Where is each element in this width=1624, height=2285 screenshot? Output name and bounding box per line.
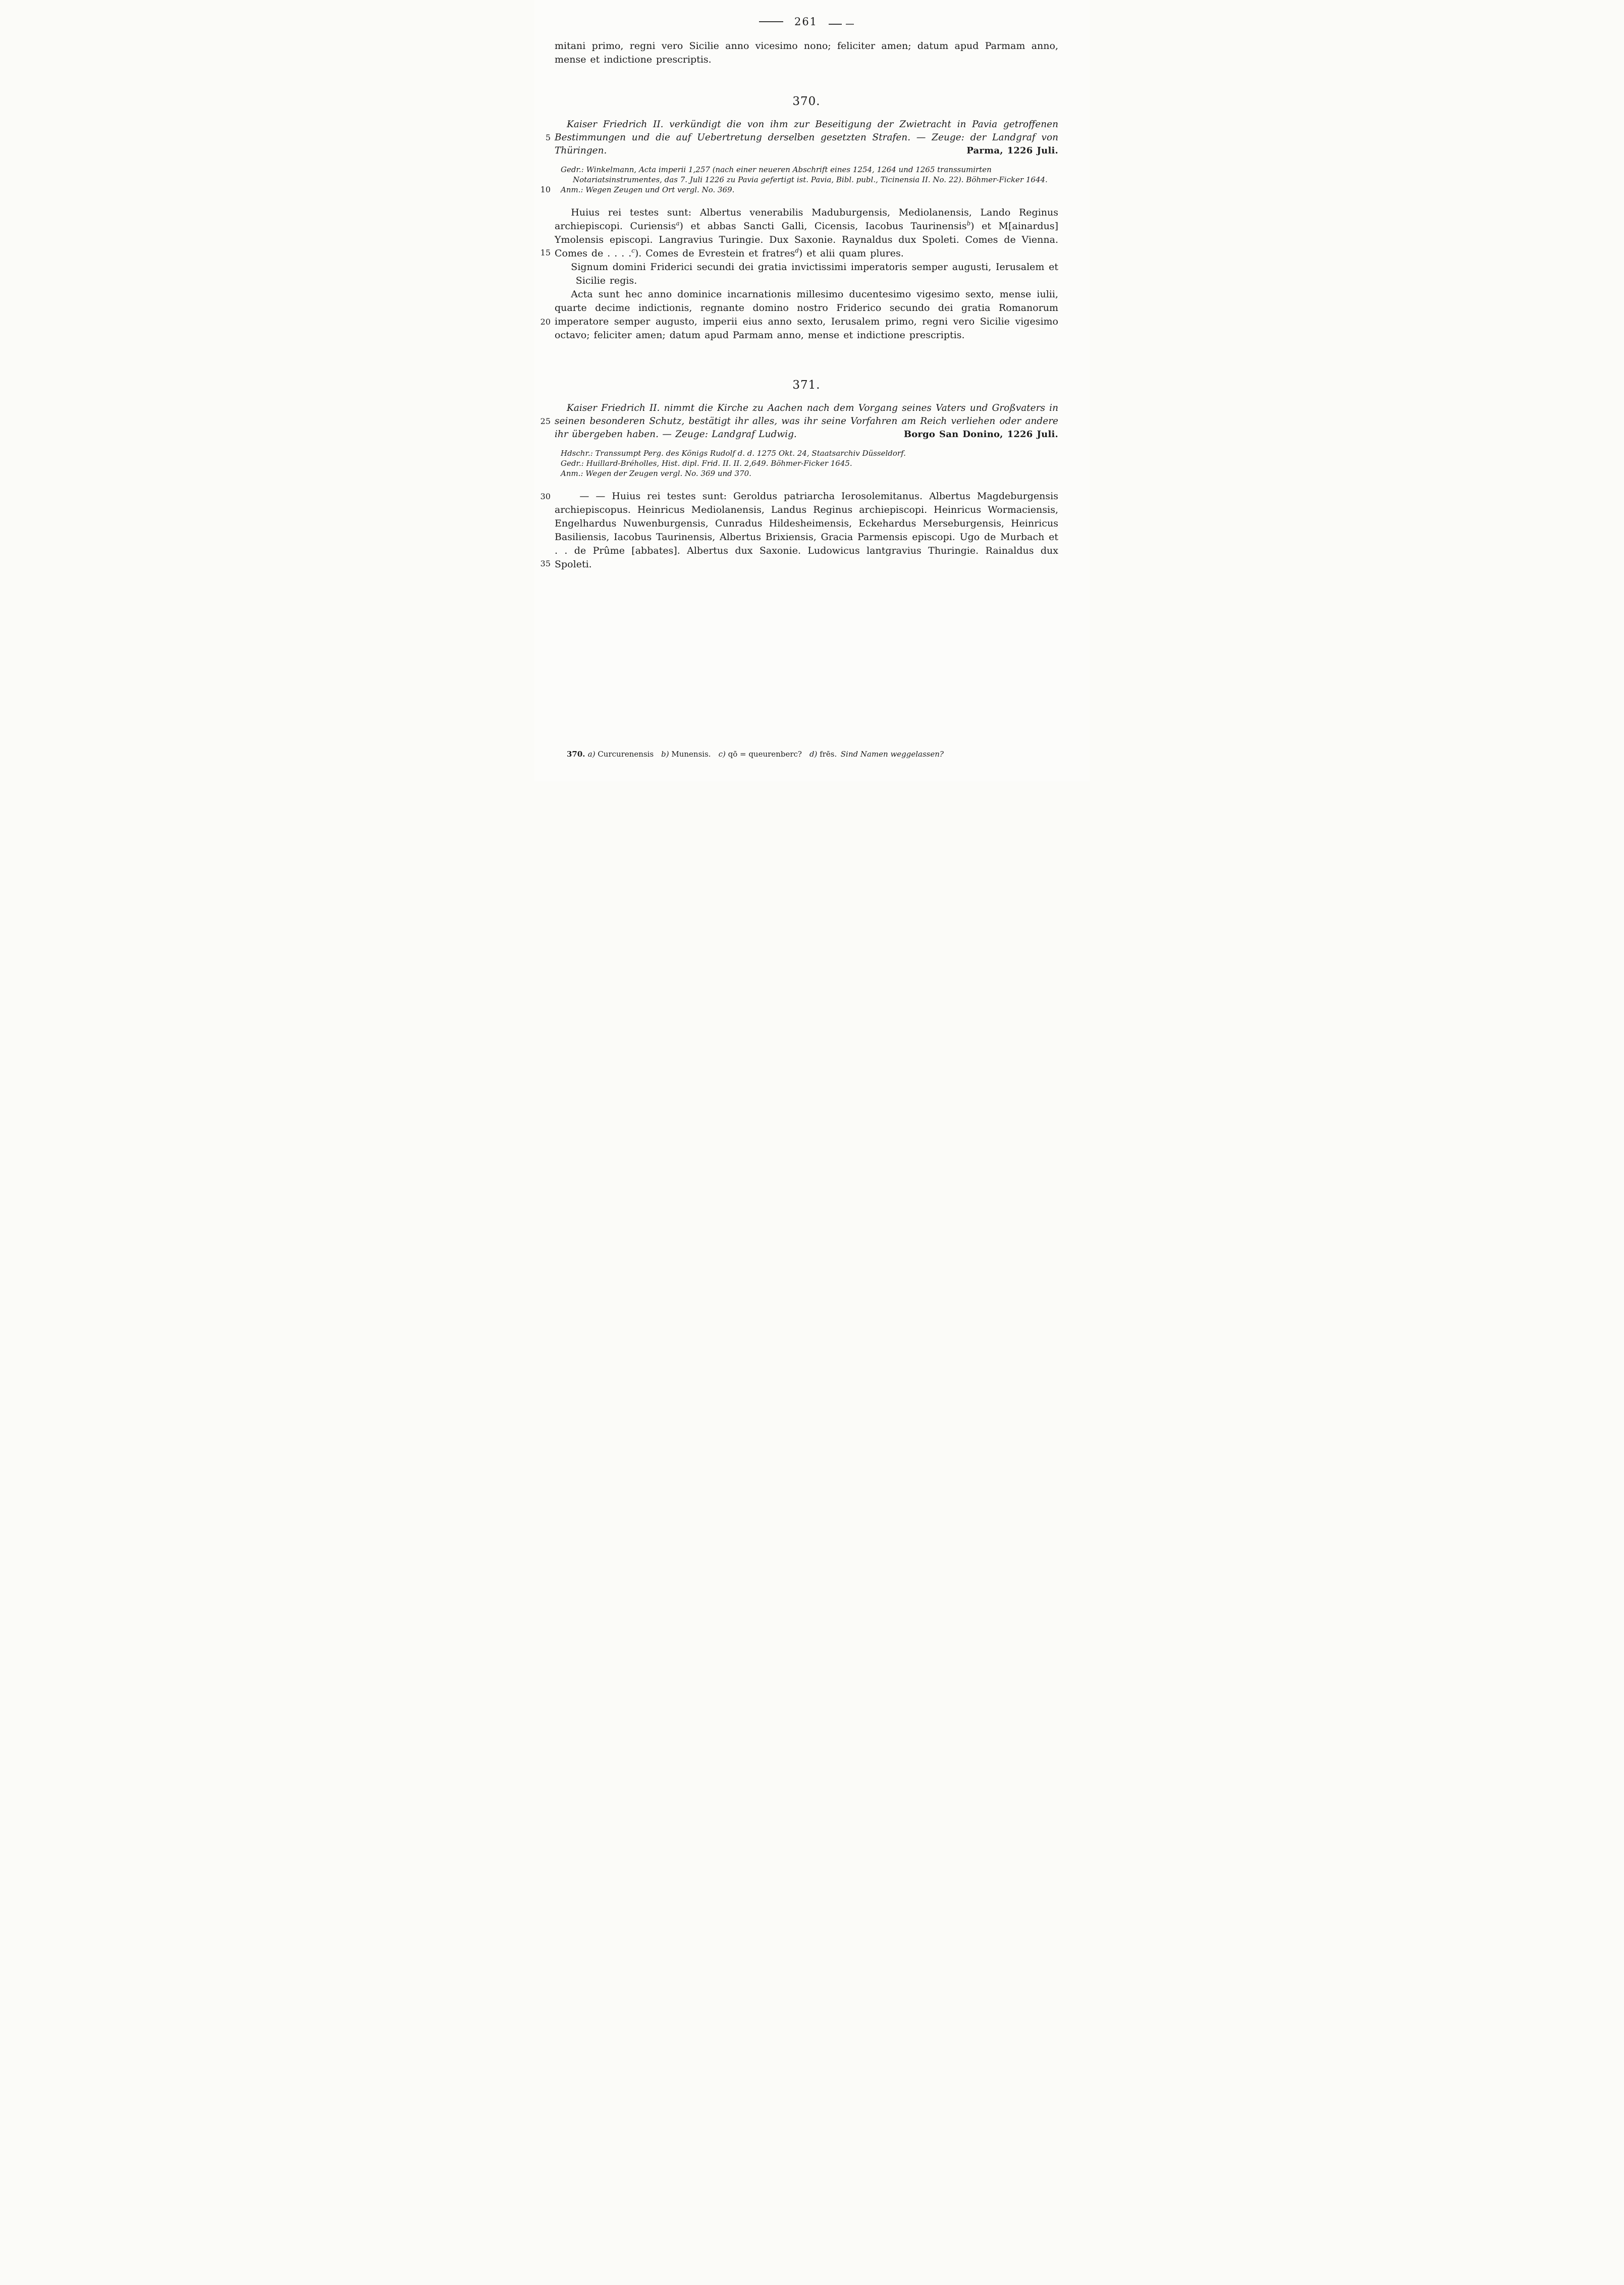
text-segment: frēs. bbox=[817, 750, 841, 759]
header-rule-left bbox=[759, 21, 783, 22]
margin-line-number-20: 20 bbox=[540, 317, 551, 327]
margin-line-number-10: 10 bbox=[540, 185, 551, 194]
entry-370 bbox=[540, 95, 1058, 342]
text-segment: d) bbox=[809, 750, 818, 759]
text-segment: Huius rei testes sunt: Albertus venerabilis Maduburgensis, Mediolanensis, Lando Reginus archiepiscopi. Curiensis bbox=[555, 207, 1058, 232]
entry-371-witness-text: — — Huius rei testes sunt: Geroldus patriarcha Ierosolemitanus. Albertus Magdeburgensis archiepiscopus. Heinricus Mediolanensis, Landus Reginus archiepiscopi. Heinricus Wormaciensis, Engelhardus Nuwenburgensis, Cunradus Hildesheimensis, Eckehardus Merseburgensis, Heinricus Basiliensis, Iacobus Taurinensis, Albertus Brixiensis, Gracia Parmensis episcopi. Ugo de Murbach et . . de Prûme [abbates]. Albertus dux Saxonie. Ludowicus lantgravius Thuringie. Rainaldus dux Spoleti. bbox=[555, 491, 1058, 570]
entry-371-number: 371. bbox=[792, 379, 821, 392]
book-page bbox=[534, 0, 1090, 781]
text-segment: ). Comes de Evrestein et fratres bbox=[634, 248, 795, 259]
header-rules-right bbox=[829, 17, 854, 27]
text-segment: 370. bbox=[567, 750, 588, 759]
entry-370-summary-text: Kaiser Friedrich II. verkündigt die von ihm zur Beseitigung der Zwietracht in Pavia getroffenen Bestimmungen und die auf Uebertretung derselben gesetzten Strafen. — Zeuge: der Landgraf von Thüringen. bbox=[555, 119, 1058, 156]
text-segment: b bbox=[966, 220, 971, 227]
text-segment: c bbox=[631, 247, 635, 254]
margin-line-number-30: 30 bbox=[540, 492, 551, 501]
text-segment: c) bbox=[718, 750, 726, 759]
entry-370-apparatus bbox=[540, 165, 1058, 195]
margin-line-number-35: 35 bbox=[540, 559, 551, 568]
entry-370-place-date: Parma, 1226 Juli. bbox=[966, 145, 1058, 156]
text-segment: Sind Namen weggelassen? bbox=[840, 750, 944, 759]
page-header bbox=[555, 15, 1058, 28]
margin-line-number-5: 5 bbox=[545, 133, 551, 142]
entry-370-number: 370. bbox=[792, 95, 821, 108]
entry-370-apparatus-gedr: Gedr.: Winkelmann, Acta imperii 1,257 (nach einer neueren Abschrift eines 1254, 1264 und 1265 transsumirten Notariatsinstrumentes, das 7. Juli 1226 zu Pavia gefertigt ist. Pavia, Bibl. publ., Ticinensia II. No. 22). Böhmer-Ficker 1644. bbox=[561, 165, 1048, 184]
text-segment: a bbox=[676, 220, 680, 227]
entry-371-apparatus-gedr: Gedr.: Huillard-Bréholles, Hist. dipl. Frid. II. II. 2,649. Böhmer-Ficker 1645. bbox=[561, 459, 852, 468]
text-segment: Curcurenensis bbox=[595, 750, 662, 759]
page-number: 261 bbox=[794, 16, 818, 28]
text-segment: b) bbox=[661, 750, 669, 759]
continuation-paragraph: mitani primo, regni vero Sicilie anno vicesimo nono; feliciter amen; datum apud Parmam anno, mense et indictione prescriptis. bbox=[555, 40, 1058, 65]
text-segment: qō = queurenberc? bbox=[725, 750, 809, 759]
entry-370-witness-text bbox=[555, 207, 1058, 259]
entry-371-summary-text: Kaiser Friedrich II. nimmt die Kirche zu Aachen nach dem Vorgang seines Vaters und Großvaters in seinen besonderen Schutz, bestätigt ihr alles, was ihr seine Vorfahren am Reich verliehen oder andere ihr übergeben haben. — Zeuge: Landgraf Ludwig. bbox=[555, 403, 1058, 440]
header-rule-right-2 bbox=[846, 24, 854, 25]
entry-370-acta-paragraph bbox=[540, 288, 1058, 342]
entry-371-apparatus bbox=[555, 448, 1058, 479]
entry-370-apparatus-anm bbox=[540, 185, 1058, 195]
entry-371-apparatus-anm: Anm.: Wegen der Zeugen vergl. No. 369 und 370. bbox=[561, 469, 751, 478]
margin-line-number-25: 25 bbox=[540, 416, 551, 426]
entry-371-witness-paragraph bbox=[540, 490, 1058, 571]
header-rule-right-1 bbox=[829, 24, 842, 25]
entry-371-summary bbox=[540, 402, 1058, 441]
margin-line-number-15: 15 bbox=[540, 248, 551, 257]
entry-370-apparatus-anm-text: Anm.: Wegen Zeugen und Ort vergl. No. 369. bbox=[561, 185, 735, 194]
entry-371 bbox=[540, 379, 1058, 571]
text-segment: Munensis. bbox=[669, 750, 719, 759]
entry-370-witness-paragraph bbox=[540, 206, 1058, 260]
entry-370-summary bbox=[545, 118, 1058, 157]
entry-371-apparatus-hdschr: Hdschr.: Transsumpt Perg. des Königs Rudolf d. d. 1275 Okt. 24, Staatsarchiv Düsseldorf. bbox=[561, 449, 906, 458]
entry-370-signum-paragraph: Signum domini Friderici secundi dei gratia invictissimi imperatoris semper augusti, Ierusalem et Sicilie regis. bbox=[571, 261, 1058, 286]
entry-371-place-date: Borgo San Donino, 1226 Juli. bbox=[903, 429, 1058, 440]
text-segment: ) et alii quam plures. bbox=[798, 248, 904, 259]
text-segment: ) et M[ainardus] Ymolensis episcopi. Langravius Turingie. Dux Saxonie. Raynaldus dux Spoleti. Comes de Vienna. Comes de . . . . bbox=[555, 221, 1058, 259]
text-segment: a) bbox=[587, 750, 596, 759]
entry-370-acta-text: Acta sunt hec anno dominice incarnationis millesimo ducentesimo vigesimo sexto, mense iulii, quarte decime indictionis, regnante domino nostro Friderico secundo dei gratia Romanorum imperatore semper augusto, imperii eius anno sexto, Ierusalem primo, regni vero Sicilie vigesimo octavo; feliciter amen; datum apud Parmam anno, mense et indictione prescriptis. bbox=[555, 289, 1058, 341]
footnote-apparatus-criticus bbox=[555, 749, 1058, 759]
entry-370-body bbox=[540, 206, 1058, 342]
text-segment: ) et abbas Sancti Galli, Cicensis, Iacobus Taurinensis bbox=[679, 221, 967, 232]
text-segment: d bbox=[795, 247, 799, 254]
